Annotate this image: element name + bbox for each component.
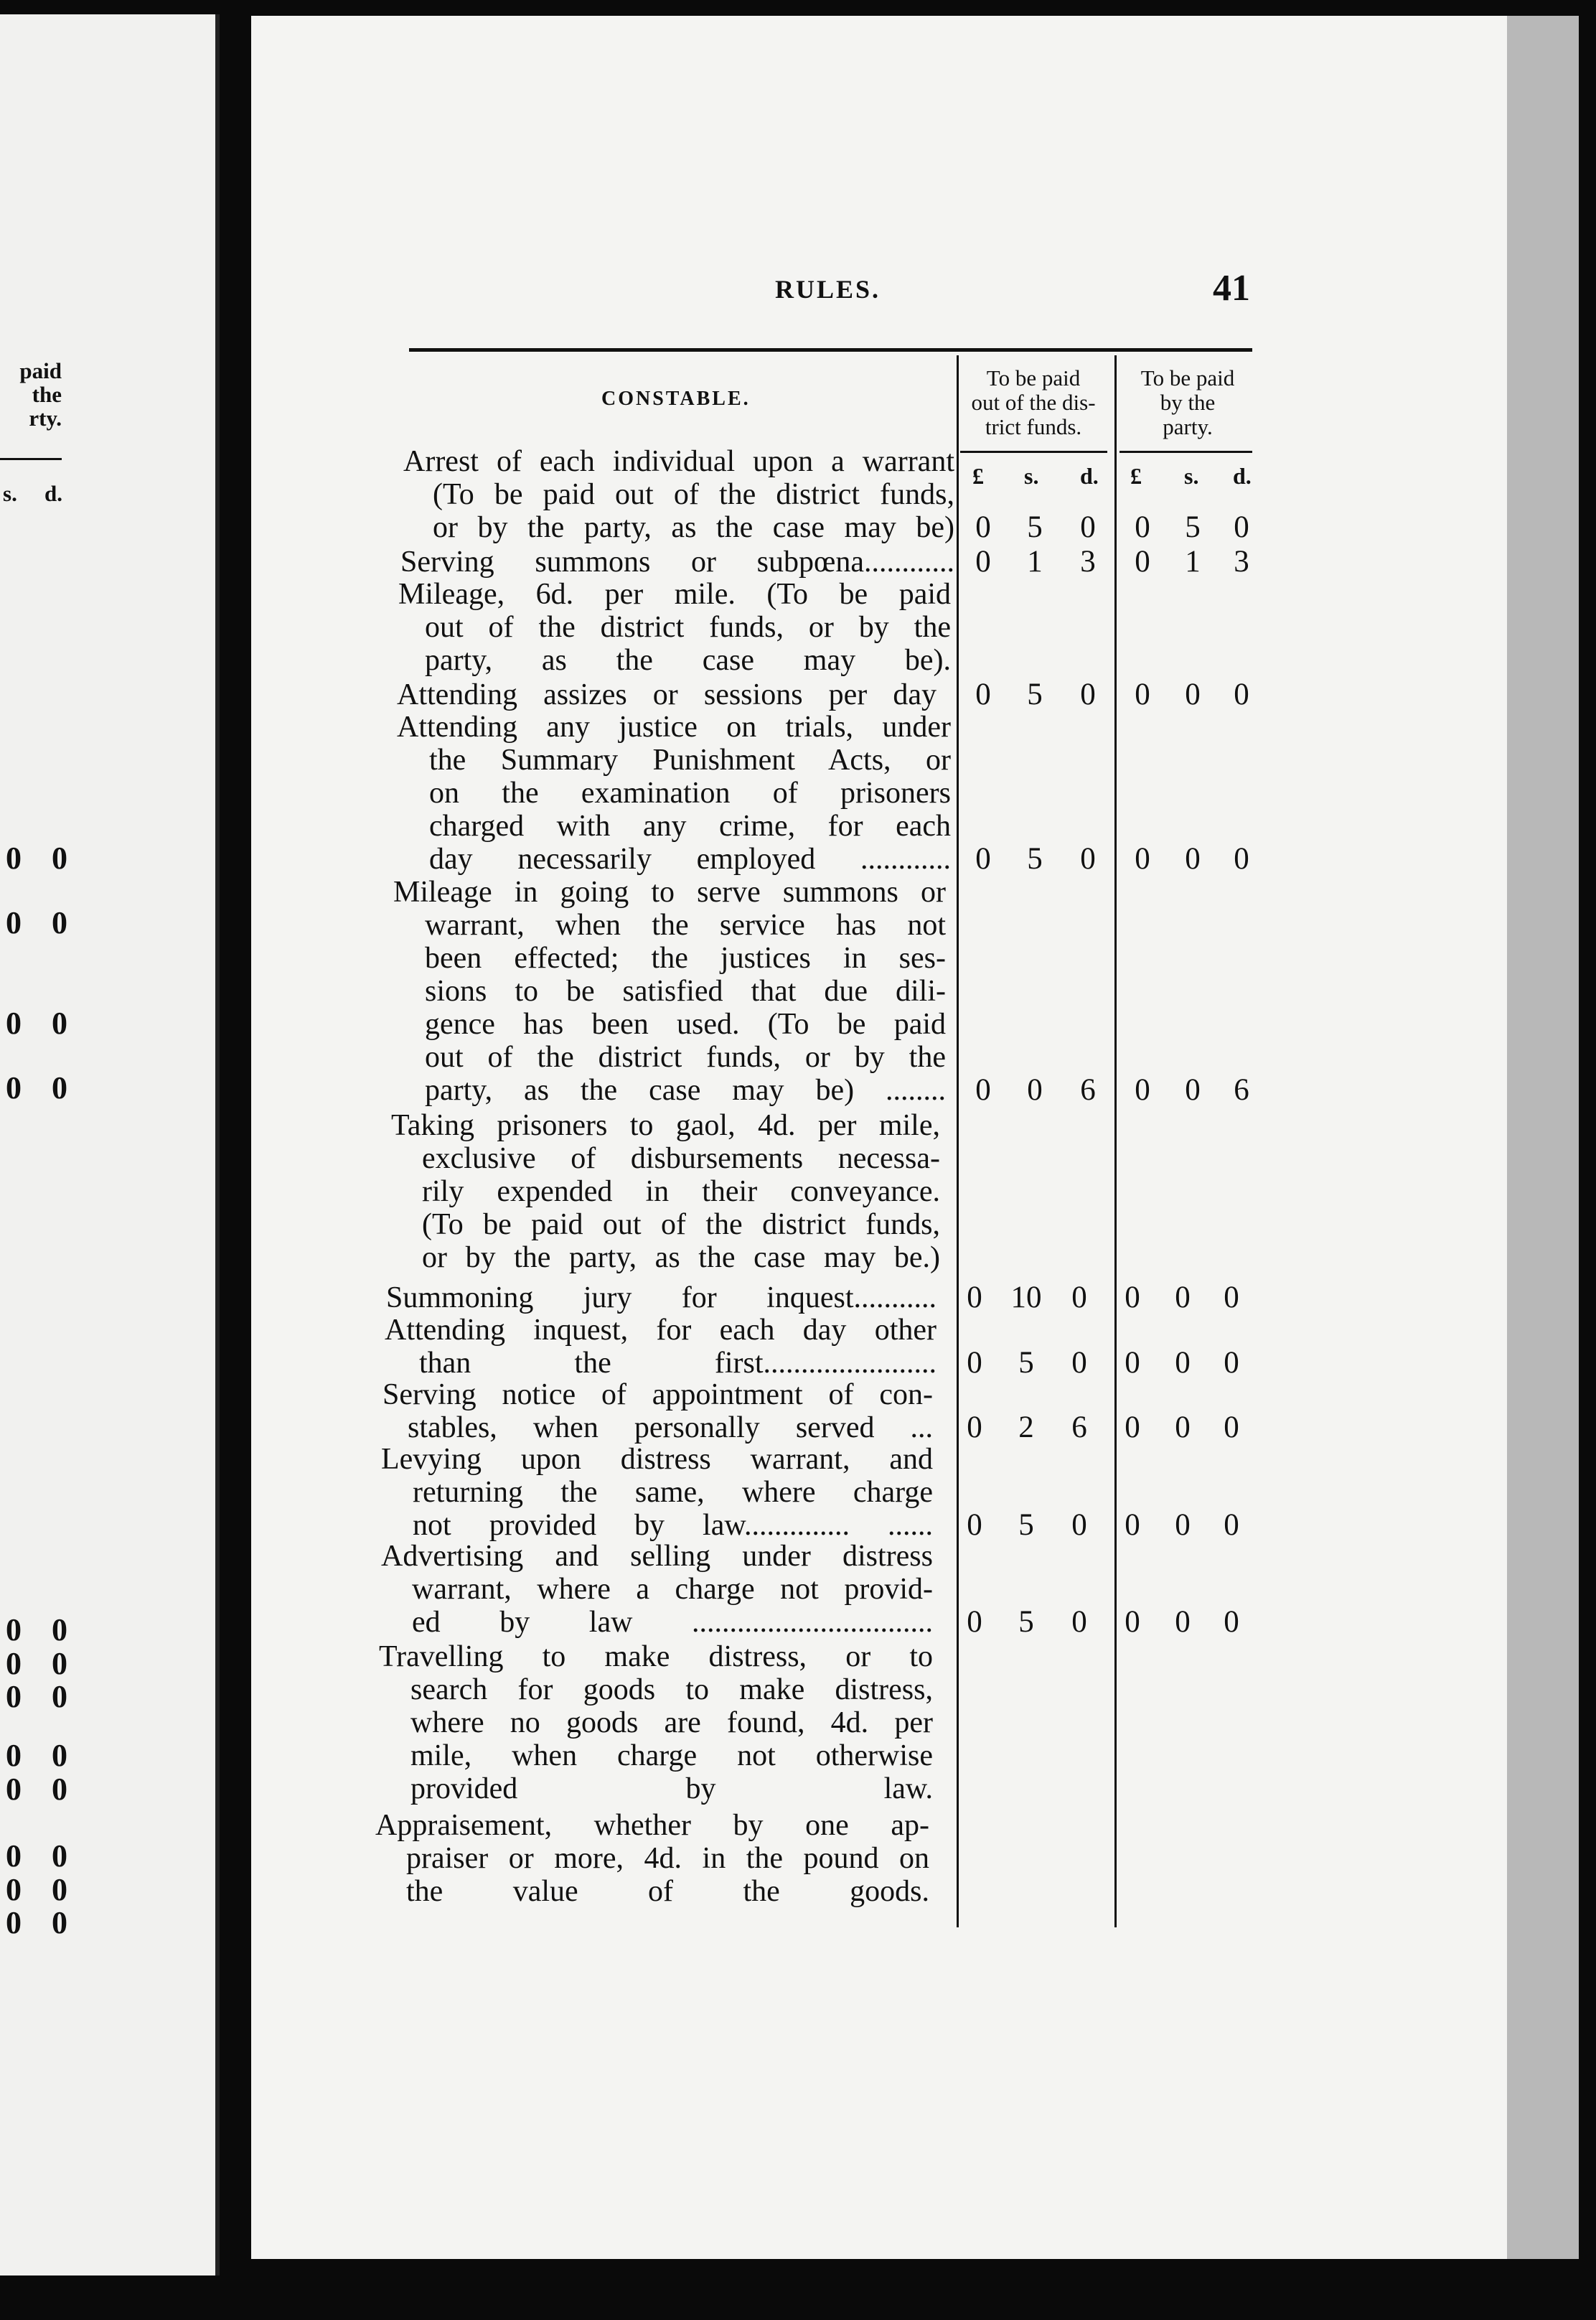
fee-item-line: the value of the goods. xyxy=(406,1875,929,1908)
district-header-line: To be paid xyxy=(986,365,1081,390)
fee-item-line: not provided by law.............. ...... xyxy=(413,1509,933,1542)
party-pounds: 0 xyxy=(1135,510,1150,544)
facing-pence: 0 xyxy=(52,1612,67,1647)
district-pounds: 0 xyxy=(975,678,991,711)
label-pounds: £ xyxy=(1130,463,1142,489)
district-shillings: 5 xyxy=(1018,1605,1034,1639)
fee-item-line: exclusive of disbursements necessa- xyxy=(422,1142,940,1175)
fee-item-line: Serving notice of appointment of con- xyxy=(382,1378,933,1411)
district-pounds: 0 xyxy=(967,1411,982,1444)
district-pence: 0 xyxy=(1080,842,1096,876)
facing-label-pence: d. xyxy=(44,481,62,506)
fee-item-line: Appraisement, whether by one ap- xyxy=(375,1809,929,1842)
party-pence: 0 xyxy=(1234,842,1249,876)
fee-item-line: on the examination of prisoners xyxy=(429,777,951,810)
party-header xyxy=(1116,366,1259,439)
fee-item-line: Taking prisoners to gaol, 4d. per mile, xyxy=(391,1109,940,1142)
label-shillings: s. xyxy=(1184,463,1199,489)
facing-page xyxy=(0,14,220,2275)
district-header-rule xyxy=(960,451,1107,453)
party-shillings: 0 xyxy=(1175,1605,1191,1639)
party-shillings: 0 xyxy=(1185,678,1201,711)
party-shillings: 0 xyxy=(1175,1281,1191,1314)
fee-item-line: or by the party, as the case may be) xyxy=(433,511,954,544)
facing-pence: 0 xyxy=(52,1838,67,1874)
party-pence: 0 xyxy=(1224,1346,1239,1380)
fee-item-line: Travelling to make distress, or to xyxy=(379,1640,933,1673)
party-shillings: 0 xyxy=(1175,1508,1191,1542)
facing-page-column-header xyxy=(0,359,62,430)
party-pounds: 0 xyxy=(1135,678,1150,711)
facing-label-shillings: s. xyxy=(3,481,17,506)
facing-shillings: 0 xyxy=(6,905,22,940)
facing-page-rule xyxy=(0,458,62,460)
district-pounds: 0 xyxy=(975,1073,991,1107)
fee-item-line: Serving summons or subpœna............ xyxy=(400,546,954,579)
party-shillings: 5 xyxy=(1185,510,1201,544)
fee-item-line: out of the district funds, or by the xyxy=(425,1041,946,1074)
district-pence: 3 xyxy=(1080,545,1096,579)
label-pounds: £ xyxy=(972,463,984,489)
district-pence: 0 xyxy=(1071,1605,1087,1639)
facing-shillings: 0 xyxy=(6,1772,22,1807)
district-pence: 6 xyxy=(1071,1411,1087,1444)
facing-pence: 0 xyxy=(52,1646,67,1681)
fee-item-line: Attending inquest, for each day other xyxy=(385,1314,937,1347)
district-shillings: 10 xyxy=(1010,1281,1042,1314)
facing-shillings: 0 xyxy=(6,1872,22,1907)
table-top-rule xyxy=(409,348,1252,352)
facing-pence: 0 xyxy=(52,1070,67,1105)
district-shillings: 5 xyxy=(1027,678,1043,711)
page-number: 41 xyxy=(1213,268,1250,309)
facing-header-line: the xyxy=(32,382,62,407)
facing-shillings: 0 xyxy=(6,841,22,876)
facing-shillings: 0 xyxy=(6,1646,22,1681)
facing-pence: 0 xyxy=(52,1679,67,1714)
party-header-line: by the xyxy=(1160,390,1216,415)
facing-shillings: 0 xyxy=(6,1679,22,1714)
district-pounds: 0 xyxy=(975,545,991,579)
running-head: RULES. xyxy=(775,275,881,304)
fee-item-line: where no goods are found, 4d. per xyxy=(410,1706,933,1739)
fee-item-line: praiser or more, 4d. in the pound on xyxy=(406,1842,929,1875)
facing-shillings: 0 xyxy=(6,1070,22,1105)
party-pounds: 0 xyxy=(1135,842,1150,876)
district-pounds: 0 xyxy=(975,510,991,544)
party-pounds: 0 xyxy=(1125,1605,1140,1639)
fee-item-line: stables, when personally served ... xyxy=(408,1411,933,1444)
district-funds-header xyxy=(954,366,1112,439)
district-header-line: trict funds. xyxy=(985,414,1082,439)
district-pounds: 0 xyxy=(967,1346,982,1380)
facing-shillings: 0 xyxy=(6,1738,22,1773)
fee-item-line: warrant, where a charge not provid- xyxy=(412,1573,933,1606)
fee-item-line: been effected; the justices in ses- xyxy=(425,942,946,975)
district-shillings: 5 xyxy=(1018,1508,1034,1542)
fee-item-line: rily expended in their conveyance. xyxy=(422,1175,940,1208)
facing-pence: 0 xyxy=(52,1872,67,1907)
party-pence: 6 xyxy=(1234,1073,1249,1107)
district-pounds: 0 xyxy=(967,1605,982,1639)
fee-item-line: mile, when charge not otherwise xyxy=(410,1739,933,1772)
fee-item-line: sions to be satisfied that due dili- xyxy=(425,975,946,1008)
fee-item-line: Mileage, 6d. per mile. (To be paid xyxy=(398,578,951,611)
fee-item-line: Mileage in going to serve summons or xyxy=(393,876,946,909)
district-pounds: 0 xyxy=(975,842,991,876)
district-shillings: 1 xyxy=(1027,545,1043,579)
facing-pence: 0 xyxy=(52,1006,67,1041)
party-shillings: 0 xyxy=(1175,1346,1191,1380)
facing-shillings: 0 xyxy=(6,1905,22,1940)
district-shillings: 2 xyxy=(1018,1411,1034,1444)
district-shillings: 0 xyxy=(1027,1073,1043,1107)
district-shillings: 5 xyxy=(1027,842,1043,876)
fee-item-line: party, as the case may be) ........ xyxy=(425,1074,946,1107)
district-pounds: 0 xyxy=(967,1508,982,1542)
facing-header-line: rty. xyxy=(29,406,62,431)
district-shillings: 5 xyxy=(1027,510,1043,544)
label-pence: d. xyxy=(1080,463,1099,489)
party-pounds: 0 xyxy=(1125,1346,1140,1380)
fee-item-line: Attending any justice on trials, under xyxy=(397,711,951,744)
facing-pence: 0 xyxy=(52,1772,67,1807)
district-header-line: out of the dis- xyxy=(971,390,1096,415)
party-pence: 0 xyxy=(1224,1411,1239,1444)
district-pounds: 0 xyxy=(967,1281,982,1314)
facing-shillings: 0 xyxy=(6,1612,22,1647)
party-pounds: 0 xyxy=(1125,1281,1140,1314)
party-shillings: 0 xyxy=(1185,1073,1201,1107)
column-divider xyxy=(1114,355,1117,1927)
facing-pence: 0 xyxy=(52,1738,67,1773)
party-pounds: 0 xyxy=(1135,1073,1150,1107)
fee-item-line: ed by law ................................ xyxy=(412,1606,933,1639)
party-pounds: 0 xyxy=(1125,1411,1140,1444)
label-shillings: s. xyxy=(1024,463,1039,489)
district-pence: 0 xyxy=(1071,1281,1087,1314)
party-pence: 0 xyxy=(1224,1605,1239,1639)
party-header-line: party. xyxy=(1163,414,1213,439)
facing-header-line: paid xyxy=(19,358,62,383)
fee-item-line: charged with any crime, for each xyxy=(429,810,951,843)
fee-item-line: gence has been used. (To be paid xyxy=(425,1008,946,1041)
page-edge xyxy=(1507,16,1579,2259)
fee-item-line: party, as the case may be). xyxy=(425,644,951,677)
district-pence: 0 xyxy=(1071,1508,1087,1542)
party-pounds: 0 xyxy=(1125,1508,1140,1542)
section-title: CONSTABLE. xyxy=(601,388,751,410)
fee-item-line: search for goods to make distress, xyxy=(410,1673,933,1706)
party-shillings: 0 xyxy=(1175,1411,1191,1444)
party-shillings: 1 xyxy=(1185,545,1201,579)
district-pence: 0 xyxy=(1071,1346,1087,1380)
fee-item-line: or by the party, as the case may be.) xyxy=(422,1241,940,1274)
fee-item-line: Arrest of each individual upon a warrant xyxy=(403,445,954,478)
facing-shillings: 0 xyxy=(6,1838,22,1874)
party-pence: 0 xyxy=(1234,510,1249,544)
fee-item-line: warrant, when the service has not xyxy=(425,909,946,942)
fee-item-line: returning the same, where charge xyxy=(413,1476,933,1509)
district-pence: 0 xyxy=(1080,678,1096,711)
party-pence: 0 xyxy=(1224,1281,1239,1314)
fee-item-line: Summoning jury for inquest........... xyxy=(386,1281,937,1314)
fee-item-line: day necessarily employed ............ xyxy=(429,843,951,876)
facing-pence: 0 xyxy=(52,841,67,876)
fee-item-line: Levying upon distress warrant, and xyxy=(381,1443,933,1476)
party-shillings: 0 xyxy=(1185,842,1201,876)
facing-shillings: 0 xyxy=(6,1006,22,1041)
fee-item-line: provided by law. xyxy=(410,1772,933,1805)
fee-item-line: Advertising and selling under distress xyxy=(381,1540,933,1573)
label-pence: d. xyxy=(1233,463,1252,489)
party-pence: 3 xyxy=(1234,545,1249,579)
fee-item-line: the Summary Punishment Acts, or xyxy=(429,744,951,777)
party-header-rule xyxy=(1119,451,1252,453)
fee-item-line: Attending assizes or sessions per day xyxy=(397,678,937,711)
fee-item-line: than the first....................... xyxy=(419,1347,937,1380)
district-pence: 6 xyxy=(1080,1073,1096,1107)
party-pence: 0 xyxy=(1224,1508,1239,1542)
fee-item-line: out of the district funds, or by the xyxy=(425,611,951,644)
fee-item-line: (To be paid out of the district funds, xyxy=(422,1208,940,1241)
district-shillings: 5 xyxy=(1018,1346,1034,1380)
party-pence: 0 xyxy=(1234,678,1249,711)
party-pounds: 0 xyxy=(1135,545,1150,579)
facing-pence: 0 xyxy=(52,905,67,940)
column-divider xyxy=(957,355,959,1927)
district-pence: 0 xyxy=(1080,510,1096,544)
party-header-line: To be paid xyxy=(1140,365,1235,390)
facing-pence: 0 xyxy=(52,1905,67,1940)
fee-item-line: (To be paid out of the district funds, xyxy=(433,478,954,511)
